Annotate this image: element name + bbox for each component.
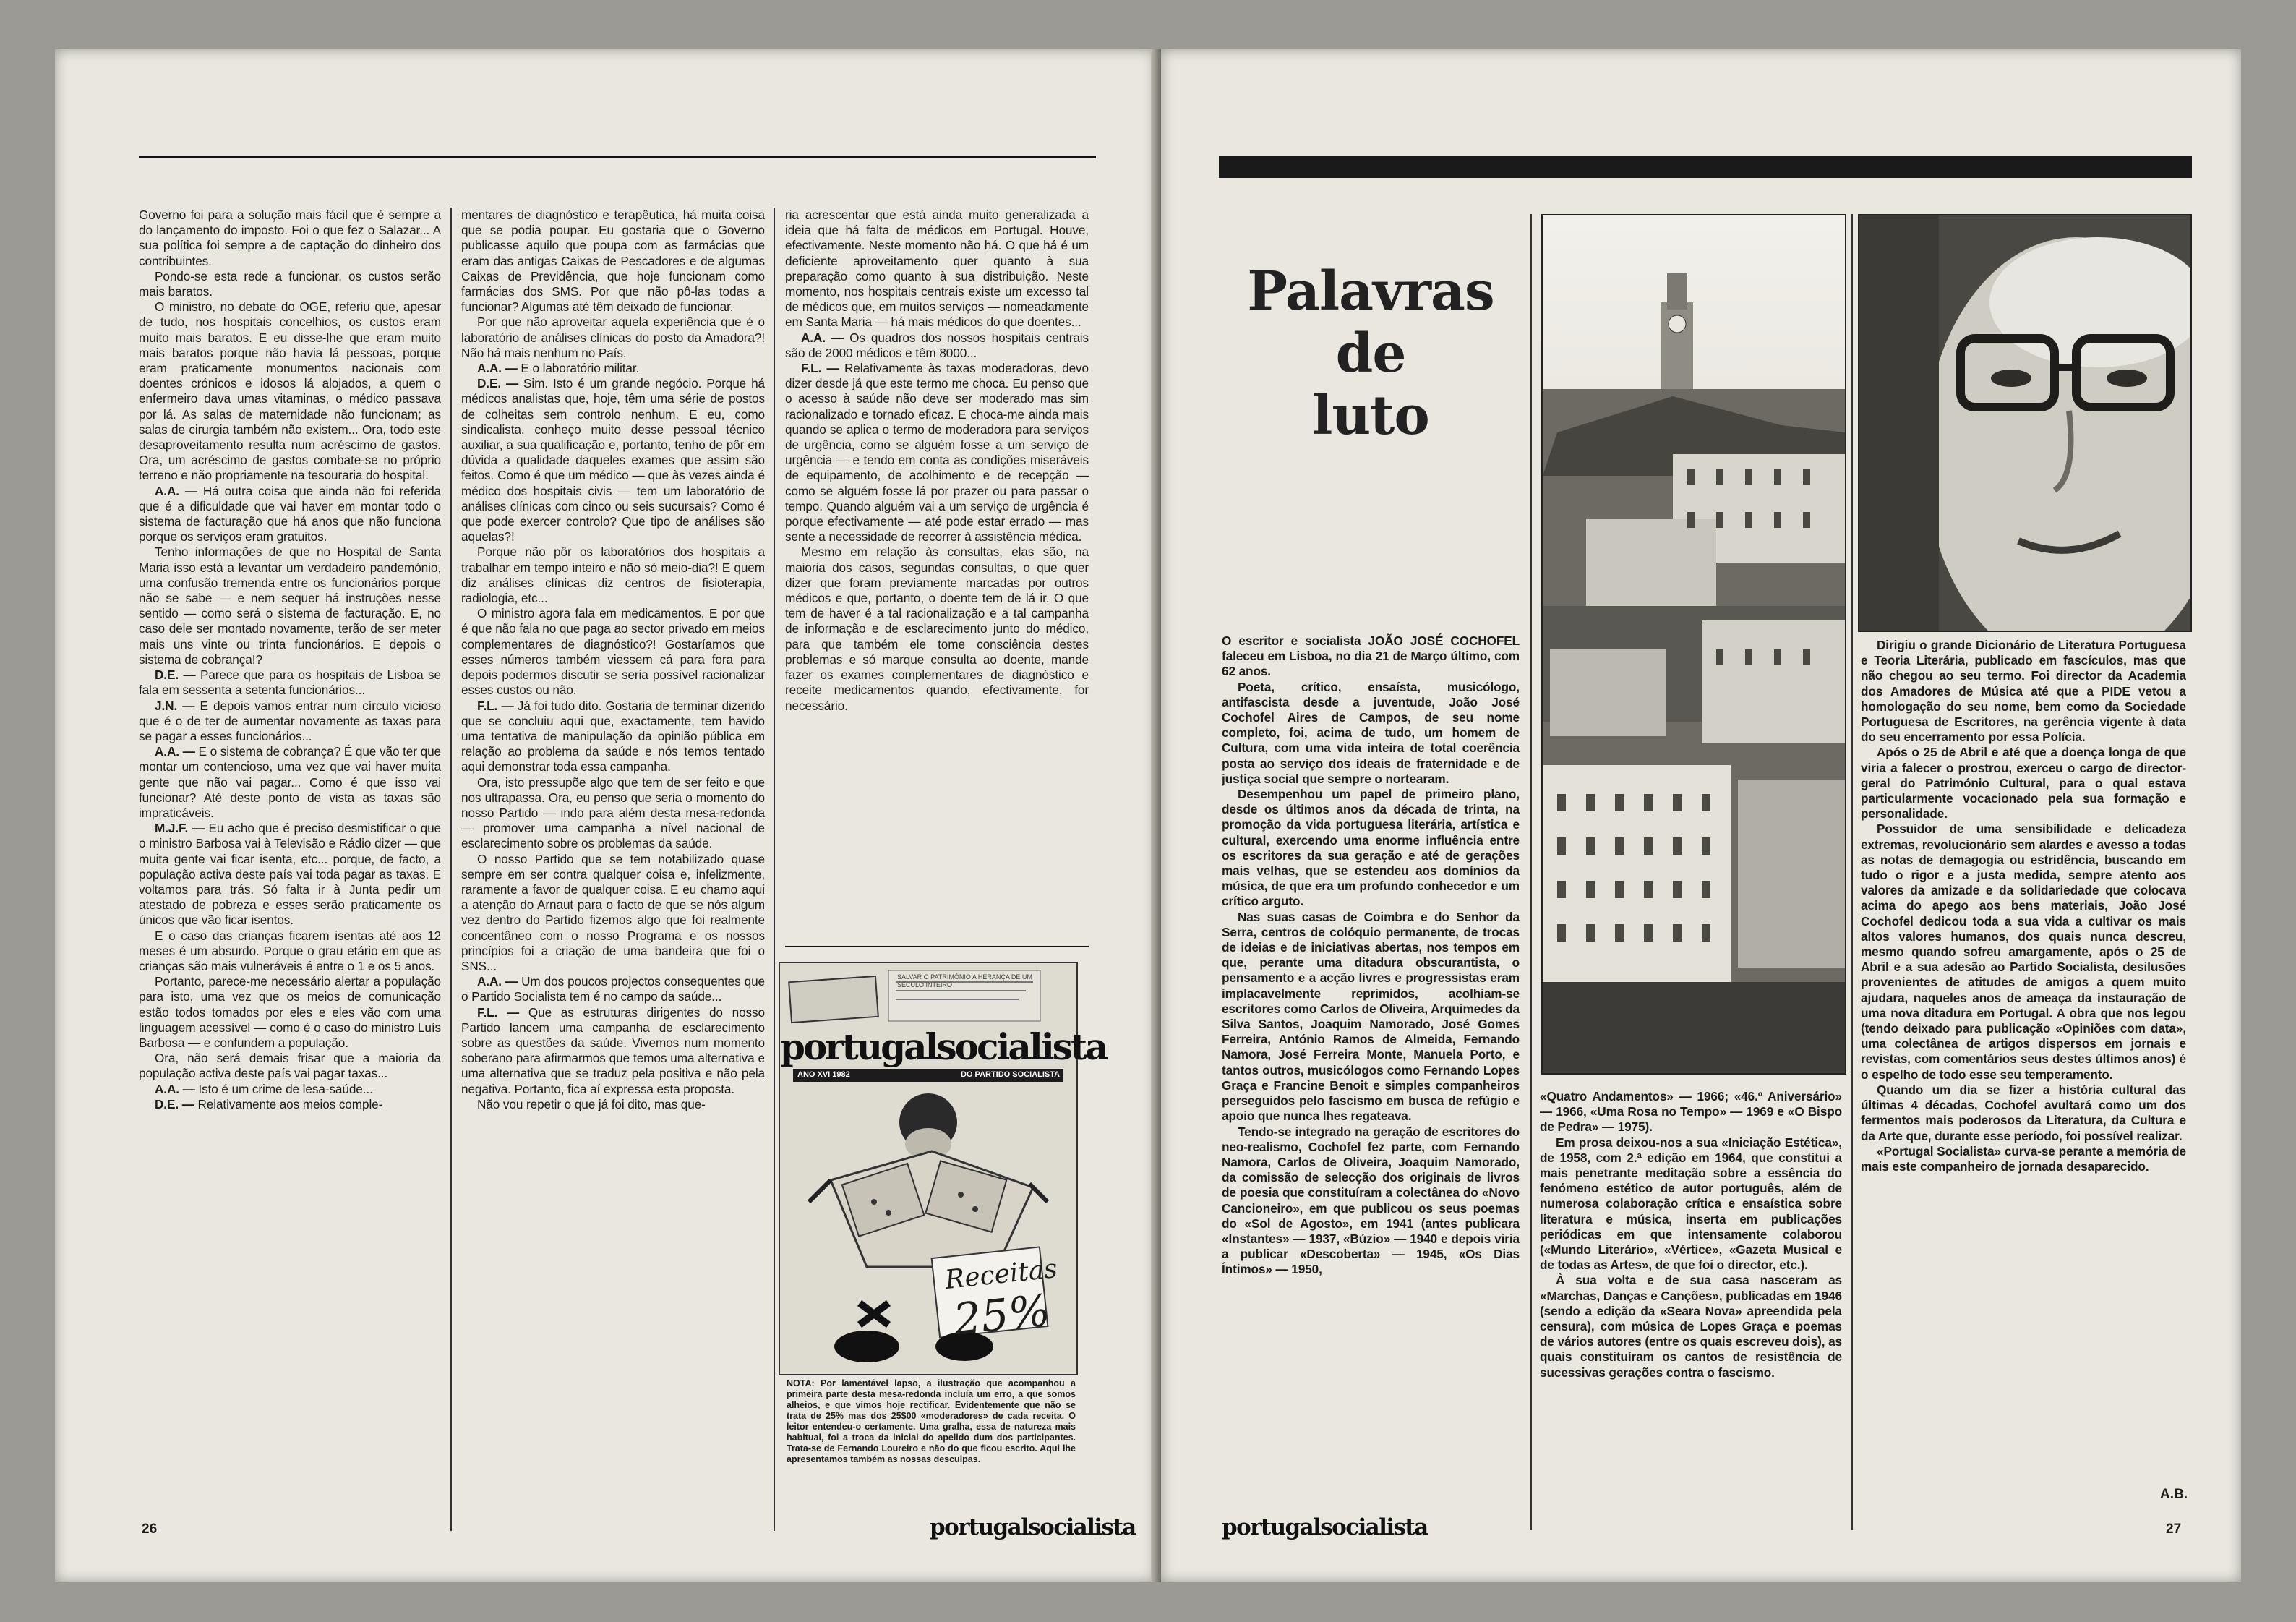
paragraph-text: Portanto, parece-me necessário alertar a população para isto, uma vez que os meios de comunicação estão todos tomados por eles e eles vão com uma linguagem acessível — como é o caso do ministro Luís Barbosa — e confundem a população.: [139, 974, 441, 1050]
paragraph: [1222, 633, 1520, 680]
speaker-initials: A.A. —: [155, 483, 203, 498]
cover-handwritten-percent: 25%: [951, 1285, 1053, 1346]
paragraph-text: Possuidor de uma sensibilidade e delicadeza extremas, revolucionário sem alardes e avesso a todas as notas de demagogia ou estridência, buscando em tudo o rigor e a justa medida, sempre atento aos valores da amizade e da solidariedade que colocava acima do apego aos bens materiais, João José Cochofel dedicou toda a sua vida a cultivar os mais altos valores humanos, dos quais nunca descreu, mesmo quando sofreu amargamente, após o 25 de Abril e a sua adesão ao Partido Socialista, desilusões provenientes de atitudes de amigos a quem muito ajudara, naqueles anos de ameaça da instauração de uma nova ditadura em Portugal. A obra que nos legou (tendo deixado para publicação «Opiniões com data», uma colectânea de artigos dispersos em jornais e revistas, com comentários seus destes últimos anos) é o espelho de todo esse seu temperamento.: [1861, 821, 2186, 1082]
paragraph-text: «Quatro Andamentos» — 1966; «46.º Aniversário» — 1966, «Uma Rosa no Tempo» — 1969 e «O Bispo de Pedra» — 1975).: [1540, 1089, 1842, 1135]
paragraph-text: O nosso Partido que se tem notabilizado quase sempre em ser contra qualquer coisa e, infelizmente, raramente a favor de qualquer coisa. E eu chamo aqui a atenção do Arnaut para o facto de que se nós algum vez dentro do Partido fizemos algo que foi realmente concentâneo com o nosso Programa e os nossos princípios foi a criação de uma bandeira que foi o SNS...: [461, 851, 765, 973]
paragraph-text: mentares de diagnóstico e terapêutica, há muita coisa que se podia poupar. Eu gostaria que o Governo publicasse aquilo que poupa com as farmácias que eram das antigas Caixas de Pescadores e de algumas Caixas de Previdência, que hoje funcionam como farmácias dos SMS. Por que não pô-las todas a funcionar? Algumas até têm deixado de funcionar.: [461, 208, 765, 315]
cochofel-portrait: [1858, 214, 2192, 632]
column-divider: [1530, 214, 1532, 1530]
paragraph-text: Governo foi para a solução mais fácil que é sempre a do lançamento do imposto. Foi o que fez o Salazar... A sua política foi sempre a de captação do dinheiro dos contribuintes.: [139, 208, 441, 268]
paragraph: [1540, 1273, 1842, 1380]
paragraph-text: Em prosa deixou-nos a sua «Iniciação Estética», de 1958, com 2.ª edição em 1964, que constitui a mais penetrante meditação sobre a essência do fenómeno estético de autor português, além de numerosa colaboração crítica e ensaística sobre literatura e música, inserta em publicações periódicas em que intensamente colaborou («Mundo Literário», «Vértice», «Gazeta Musical e de todas as Artes», de que foi o director, etc.).: [1540, 1135, 1842, 1273]
paragraph-text: Por que não aproveitar aquela experiência que é o laboratório de análises clínicas do posto da Amadora?! Não há mais nenhum no País.: [461, 315, 765, 360]
paragraph-text: Poeta, crítico, ensaísta, musicólogo, antifascista desde a juventude, João José Cochofel Aires de Campos, de seu nome completo, foi, acima de tudo, um homem de Cultura, com uma vida inteira de total coerência posta ao serviço dos ideais de fraternidade e de justiça social que sempre o nortearam.: [1222, 679, 1520, 786]
paragraph-text: Não vou repetir o que já foi dito, mas que-: [477, 1096, 706, 1111]
paragraph-text: O escritor e socialista JOÃO JOSÉ COCHOFEL faleceu em Lisboa, no dia 21 de Março último, com 62 anos.: [1222, 633, 1520, 679]
paragraph: [1540, 1089, 1842, 1135]
paragraph: [139, 484, 441, 545]
paragraph: [785, 208, 1089, 330]
obituary-column-2: [1540, 1089, 1842, 1530]
paragraph: [785, 361, 1089, 545]
paragraph-text: Relativamente aos meios comple-: [197, 1096, 383, 1111]
paragraph-text: Dirigiu o grande Dicionário de Literatura Portuguesa e Teoria Literária, publicado em fascículos, mas que não chegou ao seu termo. Foi director da Academia dos Amadores de Música até que a PIDE vetou a homologação do seu nome, bem como da Sociedade Portuguesa de Escritores, na gerência vigente à data do seu encerramento por essa Polícia.: [1861, 638, 2186, 745]
paragraph: [1861, 638, 2186, 745]
correction-note: [787, 1378, 1076, 1465]
paragraph: [1222, 680, 1520, 787]
paragraph-text: Após o 25 de Abril e até que a doença longa de que viria a falecer o prostrou, exerceu o cargo de director-geral do Património Cultural, para o qual estava particularmente vocacionado pela sua formação e personalidade.: [1861, 745, 2186, 821]
article-column-1: [139, 208, 441, 1531]
paragraph: [1861, 745, 2186, 821]
paragraph: [461, 775, 765, 852]
paragraph-text: E o sistema de cobrança? É que vão ter que montar um contencioso, uma vez que vai haver muita gente que não vai pagar... Como é que isso vai funcionar? Até deste ponto de vista as taxas são impraticáveis.: [139, 744, 441, 820]
paragraph: [461, 545, 765, 606]
cover-badge-text: SALVAR O PATRIMÓNIO A HERANÇA DE UM SÉCULO INTEIRO: [897, 973, 1032, 989]
paragraph-text: Um dos poucos projectos consequentes que o Partido Socialista tem é no campo da saúde...: [461, 974, 765, 1004]
paragraph: [461, 606, 765, 698]
paragraph: [1222, 910, 1520, 1124]
paragraph: [785, 330, 1089, 361]
obituary-column-1: [1222, 633, 1520, 1530]
paragraph-text: Já foi tudo dito. Gostaria de terminar dizendo que se concluiu aqui que, exactamente, tem havido uma tentativa de manipulação da opinião pública em relação ao problema da saúde e nós temos tentado aqui demonstrar toda essa campanha.: [461, 698, 765, 774]
paragraph: [1222, 1124, 1520, 1278]
paragraph: [461, 699, 765, 775]
headline: [1222, 260, 1520, 447]
column-divider: [1851, 214, 1853, 1530]
paragraph: [139, 545, 441, 667]
paragraph-text: E o laboratório militar.: [521, 361, 640, 376]
paragraph-text: Quando um dia se fizer a história cultural das últimas 4 décadas, Cochofel avultará como um dos fermentos mais poderosos da Literatura, da Cultura e da Arte que, durante esse período, foi possível realizar.: [1861, 1082, 2186, 1143]
speaker-initials: D.E. —: [155, 1096, 198, 1111]
paragraph: [139, 1082, 441, 1097]
paragraph: [461, 1005, 765, 1097]
inset-cover-illustration: [779, 962, 1107, 1375]
paragraph-text: Sim. Isto é um grande negócio. Porque há médicos analistas que, hoje, têm uma série de postos de colheitas sem controlo nenhum. E eu, como sindicalista, conheço muito desse pessoal técnico auxiliar, a sua qualificação e, portanto, tenho de pôr em dúvida a qualidade daqueles exames que assim são feitos. Como é que um médico — que às vezes ainda é médico dos hospitais civis — tem um laboratório de análises clínicas com cinco ou seis sucursais? Como é que pode exercer controlo? Que tipo de análises são aquelas?!: [461, 376, 765, 545]
page-number-right: 27: [2166, 1521, 2182, 1537]
top-rule: [139, 156, 1096, 158]
speaker-initials: F.L. —: [801, 361, 844, 376]
paragraph: [139, 929, 441, 975]
paragraph: [1861, 821, 2186, 1082]
paragraph: [461, 974, 765, 1004]
paragraph: [461, 1097, 765, 1112]
paragraph: [1222, 787, 1520, 910]
page-number-left: 26: [142, 1521, 158, 1537]
paragraph: [139, 667, 441, 698]
note-label: NOTA:: [787, 1378, 815, 1388]
paragraph: [139, 299, 441, 483]
paragraph-text: Isto é um crime de lesa-saúde...: [198, 1081, 373, 1096]
portrait-image: [1859, 215, 2190, 631]
paragraph-text: E depois vamos entrar num círculo vicioso que é o de ter de aumentar novamente as taxas para se pagar a esses funcionários...: [139, 698, 441, 743]
cover-issue-party: DO PARTIDO SOCIALISTA: [961, 1070, 1061, 1079]
article-column-3: [785, 208, 1089, 938]
paragraph-text: E o caso das crianças ficarem isentas até aos 12 meses é um absurdo. Porque o grau etário em que as crianças são mais vulneráveis é entre o 1 e os 5 anos.: [139, 928, 441, 973]
paragraph: [1540, 1135, 1842, 1273]
cover-handwritten-receitas: Receitas: [943, 1253, 1059, 1296]
paragraph: [139, 821, 441, 928]
top-heavy-rule: [1219, 156, 2192, 178]
paragraph-text: O ministro, no debate do OGE, referiu que, apesar de tudo, nos hospitais concelhios, os custos eram muito mais baratos. E eu disse-lhe que eram muito mais baratos porque não havia lá pessoas, porque eram praticamente monumentos nacionais com doentes crónicos e idosos lá alojados, a quem o enfermeiro dava umas vitaminas, o médico passava por lá. As salas de maternidade não funcionam; as salas de cirurgia também não existem... Ora, todo este desaproveitamento resulta num acréscimo de gastos. Ora, um acréscimo de gastos combate-se no próprio terreno e não propriamente na tesouraria do hospital.: [139, 299, 441, 483]
paragraph-text: Parece que para os hospitais de Lisboa se fala em sessenta a setenta funcionários...: [139, 667, 441, 698]
headline-line-2: de: [1335, 323, 1406, 385]
author-signature: A.B.: [2160, 1487, 2188, 1502]
speaker-initials: J.N. —: [155, 698, 200, 713]
headline-line-3: luto: [1312, 385, 1429, 447]
paragraph: [461, 376, 765, 545]
paragraph-text: Tenho informações de que no Hospital de Santa Maria isso está a levantar um verdadeiro pandemónio, uma confusão tremenda entre os funcionários porque não se sabe — e nem sequer há instruções nesse sentido — como será o sistema de facturação. E, no caso dele ser montado novamente, terão de ser meter mais uns vinte ou trinta funcionários. E depois o sistema de cobrança!?: [139, 545, 441, 667]
speaker-initials: A.A. —: [801, 330, 850, 345]
paragraph-text: Ora, não será demais frisar que a maioria da população activa deste país vai pagar taxas...: [139, 1051, 441, 1081]
paragraph: [139, 744, 441, 821]
paragraph: [139, 269, 441, 299]
speaker-initials: A.A. —: [155, 744, 199, 759]
paragraph-text: Ora, isto pressupõe algo que tem de ser feito e que nos ultrapassa. Ora, eu penso que seria o momento do nosso Partido — indo para além desta mesa-redonda — promover uma campanha a nível nacional de esclarecimento sobre os problemas da saúde.: [461, 774, 765, 851]
footer-logo-right: portugalsocialista: [1222, 1514, 1428, 1540]
speaker-initials: A.A. —: [155, 1081, 199, 1096]
paragraph-text: Que as estruturas dirigentes do nosso Partido lancem uma campanha de esclarecimento sobre as questões da saúde. Vivemos num momento soberano para afirmarmos que temos uma alternativa e uma alternativa que se traduz pela positiva e não pela negativa. Portanto, fica aí expressa esta proposta.: [461, 1004, 765, 1096]
paragraph-text: Pondo-se esta rede a funcionar, os custos serão mais baratos.: [139, 268, 441, 299]
speaker-initials: F.L. —: [477, 698, 518, 713]
footer-logo-left: portugalsocialista: [930, 1514, 1136, 1540]
column-end-rule: [785, 946, 1089, 947]
paragraph-text: Tendo-se integrado na geração de escritores do neo-realismo, Cochofel fez parte, com Fernando Namora, Carlos de Oliveira, Joaquim Namorado, da comissão de selecção dos originais de livros de poesia que constituíram a colectânea do «Novo Cancioneiro», em que publicou os seus poemas do «Sol de Agosto», em 1941 (antes publicara «Instantes» — 1937, «Búzio» — 1940 e depois viria a publicar «Descoberta» — 1945, «Os Dias Íntimos» — 1950,: [1222, 1124, 1520, 1277]
paragraph-text: Há outra coisa que ainda não foi referida que é a dificuldade que vai haver em montar todo o sistema de facturação que há anos que não funciona porque os serviços eram gratuitos.: [139, 483, 441, 545]
paragraph-text: Relativamente às taxas moderadoras, devo dizer desde já que este termo me choca. Eu penso que o acesso à saúde não deve ser moderado mas sim racionalizado e tornado eficaz. E choca-me ainda mais quando se aplica o termo de moderadora para serviços de urgência, como se alguém fosse a um serviço de urgência — e tendo em conta as condições miseráveis de equipamento, de acolhimento e de recepção — como se alguém fosse lá por prazer ou para passar o tempo. Quando alguém vai a um serviço de urgência é porque efectivamente — até pode estar errado — mas sente a necessidade de recorrer à assistência médica.: [785, 361, 1089, 545]
speaker-initials: F.L. —: [477, 1004, 528, 1020]
paragraph-text: Desempenhou um papel de primeiro plano, desde os últimos anos da década de trinta, na promoção da vida portuguesa literária, artística e cultural, exercendo uma enorme influência entre os escritores da sua geração e até de gerações mais velhas, que se estendeu aos domínios da música, de que era um profundo conhecedor e um crítico arguto.: [1222, 787, 1520, 909]
paragraph: [139, 1051, 441, 1081]
article-column-2: [461, 208, 765, 1531]
cover-masthead: portugalsocialista: [780, 1025, 1107, 1068]
speaker-initials: M.J.F. —: [155, 821, 209, 836]
city-skyline-image: [1543, 215, 1845, 1073]
paragraph: [461, 852, 765, 975]
obituary-column-3: [1861, 638, 2186, 1477]
paragraph: [461, 361, 765, 376]
paragraph: [139, 974, 441, 1051]
paragraph: [461, 315, 765, 361]
paragraph: [139, 208, 441, 269]
speaker-initials: D.E. —: [477, 376, 524, 391]
paragraph-text: À sua volta e de sua casa nasceram as «Marchas, Danças e Canções», publicadas em 1946 (sendo a edição da «Seara Nova» apreendida pela censura), com música de Lopes Graça e poemas de vários autores (entre os quais escreveu dois), as quais constituíram os cantos de resistência de sucessivas gerações contra o fascismo.: [1540, 1273, 1842, 1380]
column-divider: [774, 208, 775, 1531]
paragraph: [139, 699, 441, 745]
paragraph-text: Nas suas casas de Coimbra e do Senhor da Serra, centros de colóquio permanente, de trocas de ideias e de iniciativas abertas, nos tempos em que, perante uma ditadura obscurantista, o pensamento e a acção livres e progressistas eram implacavelmente reprimidos, acolhiam-se escritores como Carlos de Oliveira, Arquimedes da Silva Santos, Joaquim Namorado, José Gomes Ferreira, António Ramos de Almeida, Fernando Namora, José Ferreira Monte, Manuela Porto, e tantos outros, musicólogos como Fernando Lopes Graça e Francine Benoit e simples companheiros perseguidos pelo fascismo em busca de refúgio e apoio que nunca lhes regateava.: [1222, 909, 1520, 1124]
paragraph-text: Os quadros dos nossos hospitais centrais são de 2000 médicos e têm 8000...: [785, 330, 1089, 360]
paragraph-text: Eu acho que é preciso desmistificar o que o ministro Barbosa vai à Televisão e Rádio dizer — que muita gente vai ficar isenta, etc... porque, de facto, a população activa deste país vai toda pagar as taxas. E voltamos para trás. Só falta ir à Junta pedir um atestado de pobreza e esses serão praticamente os únicos que vão ficar isentos.: [139, 821, 441, 928]
speaker-initials: A.A. —: [477, 974, 522, 989]
paragraph-text: O ministro agora fala em medicamentos. E por que é que não fala no que paga ao sector privado em meios complementares de diagnóstico?! Gostaríamos que esses números também viessem cá para fora para depois podermos discutir se seria possível racionalizar esses custos ou não.: [461, 606, 765, 698]
paragraph: [1861, 1144, 2186, 1174]
speaker-initials: D.E. —: [155, 667, 200, 683]
paragraph: [139, 1097, 441, 1112]
paragraph-text: ria acrescentar que está ainda muito generalizada a ideia que há falta de médicos em Portugal. Houve, efectivamente. Neste momento não há. O que há é um deficiente aproveitamento quer quanto à sua preparação como quanto à sua distribuição. Neste momento, nos hospitais centrais existe um excesso tal de médicos que, em muitos serviços — nomeadamente em Santa Maria — há mais médicos do que doentes...: [785, 208, 1089, 330]
note-text: Por lamentável lapso, a ilustração que acompanhou a primeira parte desta mesa-redonda incluía um erro, a que somos alheios, e que vimos hoje rectificar. Evidentemente que não se trata de 25% mas dos 25$00 «moderadores» de cada receita. O leitor entendeu-o certamente. Uma gralha, essa de natureza mais habitual, foi a troca da inicial do apelido dum dos participantes. Trata-se de Fernando Loureiro e não do que ficou escrito. Aqui lhe apresentamos também as nossas desculpas.: [787, 1378, 1076, 1464]
paragraph-text: Porque não pôr os laboratórios dos hospitais a trabalhar em tempo inteiro e não só meio-dia?! E quem diz análises clínicas diz centros de fisioterapia, radiologia, etc...: [461, 545, 765, 606]
speaker-initials: A.A. —: [477, 361, 521, 376]
paragraph-text: Mesmo em relação às consultas, elas são, na maioria dos casos, segundas consultas, o que quer dizer que foram previamente marcadas por outros médicos e que, portanto, o doente tem de lá ir. O que tem de haver é a tal racionalização e a tal campanha de informação e de esclarecimento junto do médico, para que também ele tome consciência destes problemas e só marque consulta ao doente, mande fazer os exames complementares de diagnóstico e receite medicamentos quando, efectivamente, for necessário.: [785, 545, 1089, 713]
coimbra-photo: [1541, 214, 1846, 1075]
paragraph: [785, 545, 1089, 713]
paragraph: [461, 208, 765, 315]
paragraph-text: «Portugal Socialista» curva-se perante a memória de mais este companheiro de jornada desaparecido.: [1861, 1143, 2186, 1174]
cover-issue-year: ANO XVI 1982: [797, 1070, 850, 1079]
headline-line-1: Palavras: [1247, 260, 1494, 323]
column-divider: [450, 208, 452, 1531]
paragraph: [1861, 1083, 2186, 1144]
